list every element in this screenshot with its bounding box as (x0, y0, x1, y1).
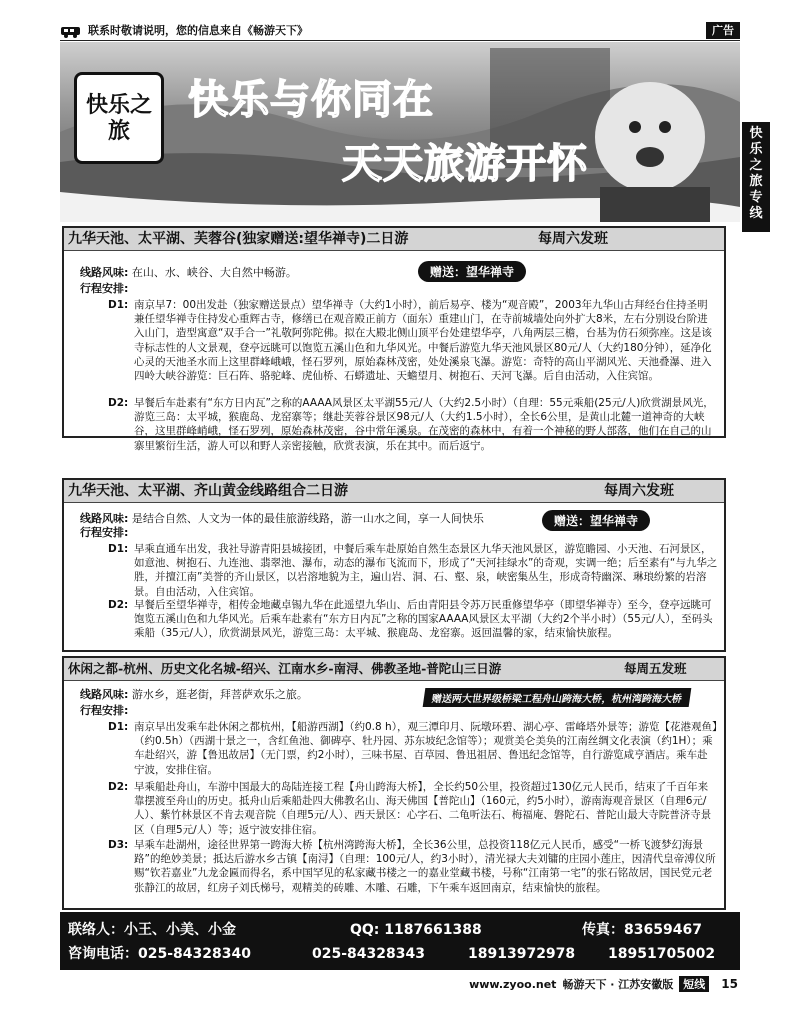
contact-tel-4: 18951705002 (608, 946, 716, 962)
footer-section: 短线 (679, 976, 709, 992)
tour-title: 休闲之都-杭州、历史文化名城-绍兴、江南水乡-南浔、佛教圣地-普陀山三日游 (68, 661, 502, 676)
itinerary-day: D1: 南京早出发乘车赴休闲之都杭州，【船游西湖】（约0.8 h），观三潭印月、阮墩环碧、湖心亭、雷峰塔外景等；游览【花港观鱼】（约0.5h）（西湖十景之一，含红鱼池、御碑亭、牡丹园、苏东坡纪念馆等）；观赏美仑美奂的江南丝绸文化表演（约1H）；乘车赴绍兴，游【鲁迅故居】（无门票，约2小时），三味书屋、百草园、鲁迅祖居、鲁迅纪念馆等，自行游览咸亨酒店。乘车赴宁波，安排住宿。 (108, 721, 718, 776)
features-row: 线路风味: 游水乡，逛老街，拜菩萨欢乐之旅。 (80, 688, 308, 701)
source-note: 联系时敬请说明，您的信息来自《畅游天下》 (88, 24, 308, 37)
itinerary-day: D2: 早乘船赴舟山，车游中国最大的岛陆连接工程【舟山跨海大桥】，全长约50公里，投资超过130亿元人民币，结束了千百年来靠摆渡至舟山的历史。抵舟山后乘船赴四大佛教名山、海天佛国【普陀山】（160元，约5小时），游南海观音景区（自理6元/人）、紫竹林景区不肯去观音院（自理5元/人）、西天景区：心字石、二龟听法石、梅福庵、磐陀石、普陀山最大寺院普济寺景区（自理5元/人）等；返宁波安排住宿。 (108, 781, 712, 836)
slogan-line2: 天天旅游开怀 (342, 141, 588, 187)
footer-site: www.zyoo.net (469, 977, 557, 991)
tour-header (64, 658, 724, 681)
tour-departure: 每周六发班 (604, 483, 674, 499)
banner (60, 42, 740, 222)
gift-badge: 赠送两大世界级桥梁工程舟山跨海大桥，杭州湾跨海大桥 (423, 688, 692, 707)
itinerary-day: D1: 早乘直通车出发，我社导游青阳县城接团，中餐后乘车赴原始自然生态景区九华天池风景区，游览瞻园、小天池、石河景区，如意池、树抱石、九连池、翡翠池、瀑布，动态的瀑布飞流而下，形成了“天河挂绿水”的奇观，实调一绝；后至素有“与九华之胜，并擅江南”美誉的齐山景区，以岩溶地貌为主，遍山岩、洞、石、壑、泉，峡密集丛生，形成奇特幽深、琳琅纷繁的岩溶景。自由活动，入住宾馆。 (108, 543, 718, 598)
features-row: 线路风味: 是结合自然、人文为一体的最佳旅游线路，游一山水之间，享一人间快乐 (80, 512, 484, 525)
gift-badge: 赠送：望华禅寺 (418, 261, 526, 282)
contact-tel-3: 18913972978 (468, 946, 576, 962)
contact-tel-2: 025-84328343 (312, 946, 425, 962)
itinerary-day: D2: 早餐后车赴素有“东方日内瓦”之称的AAAA风景区太平湖55元/人（大约2.5小时）（自理：55元乘船(25元/人)欣赏湖景风光，游览三岛：太平城，猴鹿岛、龙窑寨等；继赴芙蓉谷景区98元/人（大约1.5小时），全长6公里，是黄山北麓一道神奇的大峡谷，这里群峰峭峨，怪石罗列，原始森林茂密，谷中常年溪泉。在茂密的森林中，有着一个神秘的野人部落，他们在自己的山寨里繁衍生活，游人可以和野人亲密接触，欣赏表演，乐在其中。而后返宁。 (108, 397, 714, 452)
tour-header (64, 228, 724, 251)
page-number: 15 (721, 977, 738, 991)
top-header-strip (60, 22, 740, 41)
brand-logo: 快乐之旅 (74, 72, 164, 164)
side-tab: 快乐之旅专线 (742, 122, 770, 232)
tour-header (64, 480, 724, 503)
contact-people: 联络人：小王、小美、小金 (68, 922, 236, 938)
itinerary-day: D2: 早餐后至望华禅寺，相传金地藏卓锡九华在此遥望九华山、后由青阳县令苏万民重修望华亭（即望华禅寺）至今，登亭远眺可饱览五溪山色和九华风光。后乘车赴素有“东方日内瓦”之称的国家AAAA风景区太平湖（大约2个半小时）（55元/人），至码头乘船（35元/人），欣赏湖景风光，游览三岛：太平城、猴鹿岛、龙窑寨。返回温馨的家，结束愉快旅程。 (108, 599, 713, 640)
tour-section-3 (62, 656, 726, 910)
page-footer (469, 976, 738, 992)
tour-departure: 每周五发班 (624, 661, 687, 676)
gift-badge: 赠送：望华禅寺 (542, 510, 650, 531)
tour-section-2 (62, 478, 726, 652)
tour-section-1 (62, 226, 726, 452)
schedule-label: 行程安排: (80, 282, 129, 295)
schedule-label: 行程安排: (80, 526, 129, 539)
slogan-line1: 快乐与你同在 (188, 77, 434, 123)
footer-mag: 畅游天下 · 江苏安徽版 (562, 978, 674, 991)
bus-logo-icon (60, 24, 82, 38)
schedule-label: 行程安排: (80, 704, 129, 717)
tour-title: 九华天池、太平湖、芙蓉谷(独家赠送:望华禅寺)二日游 (68, 231, 409, 247)
contact-bar (60, 912, 740, 970)
features-row: 线路风味: 在山、水、峡谷、大自然中畅游。 (80, 266, 297, 279)
contact-tel: 咨询电话：025-84328340 (68, 946, 251, 962)
itinerary-day: D1: 南京早7：00出发赴（独家赠送景点）望华禅寺（大约1小时），前后易亭、楼为“观音殿”，2003年九华山古拜经台住持圣明兼任望华禅寺住持发心重辉古寺，修缮已在观音殿正前方（面东）重建山门，在寺前城墙处向外扩大8米，左右分别设台阶进入山门，造型寓意“双手合一”礼敬阿弥陀佛。拟在大殿北侧山顶平台处建望华亭，八角两层三檐，台基为仿石须弥座。这是该寺标志性的人文景观，登亭远眺可以饱览五溪山色和九华风光。中餐后游览九华天池风景区80元/人（大约180分钟），延净化心灵的天池圣水而上这里群峰峨峨，怪石罗列，原始森林茂密，处处溪泉飞瀑。游览：奇特的高山平湖风光、天池叠瀑、进入四岭大峡谷游览：巨石阵、骆驼峰、虎仙桥、石蟒遗址、天蟾望月、树抱石、天河飞瀑。后自由活动，入住宾馆。 (108, 299, 712, 383)
contact-fax: 传真：83659467 (582, 922, 702, 938)
tour-departure: 每周六发班 (538, 231, 608, 247)
ad-tag: 广告 (706, 22, 740, 39)
itinerary-day: D3: 早乘车赴湖州，途径世界第一跨海大桥【杭州湾跨海大桥】，全长36公里，总投资118亿元人民币，感受“一桥飞渡梦幻海景路”的绝妙美景；抵达后游水乡古镇【南浔】（自理：100元/人，约3小时），清光禄大夫刘镛的庄园小莲庄，因清代皇帝溥仪所赐“钦若嘉业”九龙金匾而得名，系中国罕见的私家藏书楼之一的嘉业堂藏书楼，号称“江南第一宅”的张石铭故居，国民党元老张静江的故居，红房子刘氏梯号，观精美的砖雕、木雕、石雕，下午乘车返回南京，结束愉快的旅程。 (108, 839, 716, 894)
contact-qq: QQ: 1187661388 (350, 922, 482, 938)
tour-title: 九华天池、太平湖、齐山黄金线路组合二日游 (68, 483, 348, 499)
